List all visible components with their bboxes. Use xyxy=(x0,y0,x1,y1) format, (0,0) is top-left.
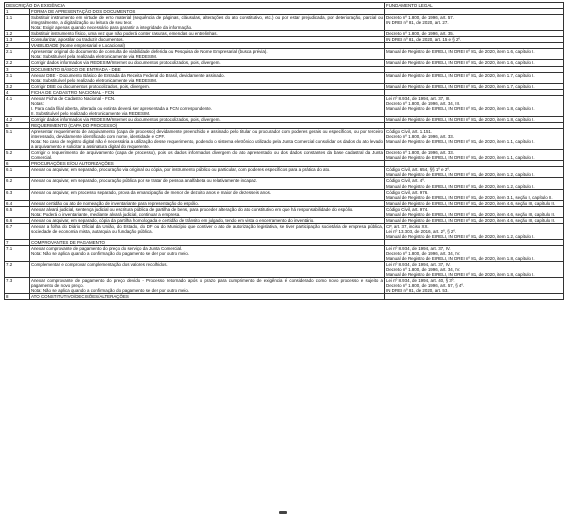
legal-basis-line: CF, art. 37, inciso XX. xyxy=(386,223,429,229)
legal-basis-line: IN DREI nº 81, de 2020, art. 15 e § 2º. xyxy=(386,37,462,43)
legal-basis-line: Manual de Registro de EIRELI, IN DREI nº 81, de 2020, item 1.6, capítulo I. xyxy=(386,60,535,66)
description-line: Corrigir o requerimento de arquivamento (capa de processo), pois os dados informados divergem do ato apresentado ou dos dados constantes da base cadastral da Junta Comercial. xyxy=(31,150,383,161)
table-row xyxy=(5,178,564,189)
section-title: FICHA DE CADASTRO NACIONAL - FCN xyxy=(31,89,115,95)
description-line: Substituir instrumento físico, uma vez que não poderá conter rasuras, emendas ou entrelinhas. xyxy=(31,31,218,37)
legal-basis-cell xyxy=(385,223,564,239)
row-number-cell: 4.2 xyxy=(5,116,30,122)
row-number-cell: 5 xyxy=(5,122,30,128)
legal-basis-line: Decreto nº 1.800, de 1996, art. 33. xyxy=(386,150,454,156)
legal-basis-line: Manual de Registro de EIRELI, IN DREI nº 81, de 2020, item 1.1, capítulo I. xyxy=(386,155,535,161)
description-line: Notas: xyxy=(31,100,44,106)
legal-basis-line: Código Civil, art. 974. xyxy=(386,206,429,212)
row-number-cell: 1.3 xyxy=(5,37,30,43)
row-number-cell: 2.1 xyxy=(5,49,30,60)
table-row xyxy=(5,217,564,223)
description-line: Nota: Não se aplica quando a confirmação do pagamento se der por outro meio. xyxy=(31,251,190,257)
description-line: Corrigir DBE ou documentos protocolizados, pois, divergem. xyxy=(31,83,150,89)
description-line: II. Substituível pelo realizado eletronicamente via REDESIM. xyxy=(31,110,151,116)
row-number-cell: 7.3 xyxy=(5,278,30,294)
legal-basis-cell xyxy=(385,49,564,60)
row-number-cell: 7.2 xyxy=(5,262,30,278)
table-row xyxy=(5,95,564,116)
description-line: Anexar ou arquivar, em separado, procuração pública por se tratar de pessoa analfabeta ou relativamente incapaz. xyxy=(31,178,258,184)
legal-basis-line: Código Civil, art. 976. xyxy=(386,189,429,195)
legal-basis-line: Decreto nº 1.800, de 1996, art. 57, § 4º. xyxy=(386,283,465,289)
requirement-description-cell xyxy=(30,178,385,189)
requirement-description-cell xyxy=(30,150,385,161)
requirement-description-cell xyxy=(30,206,385,217)
section-title: REQUERIMENTO (CAPA DO PROCESSO) xyxy=(31,122,118,128)
row-number-cell: 6.4 xyxy=(5,200,30,206)
legal-basis-line: Lei nº 8.934, de 1994, art. 40, § 3º. xyxy=(386,278,455,284)
description-line: Anexar Ficha de Cadastro Nacional - FCN. xyxy=(31,95,116,101)
legal-basis-line: Manual de Registro de EIRELI, IN DREI nº 81, de 2020, item 1.2, capítulo I. xyxy=(386,233,535,239)
row-number-cell: 6.6 xyxy=(5,217,30,223)
legal-basis-line: Decreto nº 1.800, de 1996, art. 34, IV. xyxy=(386,251,461,257)
row-number-cell: 6.7 xyxy=(5,223,30,239)
row-number-cell: 8 xyxy=(5,294,30,300)
header-desc-cell: DESCRIÇÃO DA EXIGÊNCIA xyxy=(5,3,385,9)
legal-basis-line: IN DREI nº 81, de 2020, art. 53. xyxy=(386,288,449,294)
description-line: Anexar ou arquivar, em separado, procuração via original ou cópia, por instrumento público ou particular, com poderes específicos para a prática do ato. xyxy=(31,167,331,173)
legal-basis-line: Decreto nº 1.800, de 1996, art. 33. xyxy=(386,134,454,140)
description-line: Nota: No caso de registro digital não é necessária a utilização desse requerimento, podendo o sistema eletrônico utilizado pela Junta Comercial consolidar os dados do ato levado a arquivamento e solicitar a assinatura digital do requerente. xyxy=(31,139,383,150)
requirement-description-cell xyxy=(30,262,385,278)
legal-basis-line: Decreto nº 1.800, de 1996, art. 34, III. xyxy=(386,100,461,106)
legal-basis-line: Manual de Registro de EIRELI, IN DREI nº 81, de 2020, item 3.1, seção I, capítulo II. xyxy=(386,194,553,200)
row-number-cell: 4 xyxy=(5,89,30,95)
legal-basis-line: Decreto nº 1.800, de 1996, art. 34, IV. xyxy=(386,267,461,273)
description-line: Substituir instrumento em virtude de erro material (sequência de páginas, cláusulas, alterações do ato constitutivo, etc.) ou por estar prejudicada, por deterioração, parcial ou integralmente, a digitalização ou leitura de seu teor. xyxy=(31,15,383,26)
section-title: VIABILIDADE (Nome empresarial e Locacional) xyxy=(31,43,125,49)
description-line: Anexar comprovante de pagamento do preço devido - Processo retornado após o prazo para cumprimento de exigência é considerado como novo processo e sujeito a pagamento de novo preço. xyxy=(31,278,383,289)
description-line: Apresentar requerimento de arquivamento (capa de processo) devidamente preenchido e assinado pelo titular ou procurador com poderes gerais ou específicos, ou por terceiro interessado, devidamente identificado com nome, identidade e CPF. xyxy=(31,129,383,140)
requirement-description-cell xyxy=(30,15,385,31)
legal-basis-line: IN DREI nº 81, de 2020, art. 27. xyxy=(386,20,449,26)
legal-basis-line: Manual de Registro de EIRELI, IN DREI nº 81, de 2020, item 1.7, capítulo I. xyxy=(386,72,535,78)
requirement-description-cell xyxy=(30,189,385,200)
section-title: FORMA DE APRESENTAÇÃO DOS DOCUMENTOS xyxy=(31,9,136,15)
section-title-cell xyxy=(30,294,385,300)
legal-basis-line: Decreto nº 1.800, de 1996, art. 35. xyxy=(386,31,454,37)
legal-basis-cell xyxy=(385,246,564,262)
table-row xyxy=(5,278,564,294)
requirement-description-cell xyxy=(30,167,385,178)
section-title: PROCURAÇÕES E/OU AUTORIZAÇÕES xyxy=(31,161,114,167)
section-row xyxy=(5,294,564,300)
legal-basis-line: Decreto nº 1.800, de 1996, art. 57. xyxy=(386,15,454,21)
table-row xyxy=(5,189,564,200)
row-number-cell: 6.3 xyxy=(5,189,30,200)
description-line: Corrigir dados informados via REDESIM/Internet ou documentos protocolizados, pois, divergem. xyxy=(31,116,221,122)
description-line: Apresentar original do documento de consulta de viabilidade deferida ou Pesquisa de Nome Empresarial (busca prévia). xyxy=(31,49,268,55)
row-number-cell: 1 xyxy=(5,9,30,15)
legal-basis-cell xyxy=(385,72,564,83)
table-row xyxy=(5,150,564,161)
description-line: Anexar ou arquivar, em processo separado, prova da emancipação de menor de dezoito anos e maior de dezesseis anos. xyxy=(31,189,272,195)
section-title: ATO CONSTITUTIVO/DECISÕES/ALTERAÇÕES xyxy=(31,294,129,300)
legal-basis-line: Manual de Registro de EIRELI, IN DREI nº 81, de 2020, item 1.2, capítulo I. xyxy=(386,183,535,189)
requirement-description-cell xyxy=(30,49,385,60)
requirements-table xyxy=(4,2,564,300)
row-number-cell: 1.1 xyxy=(5,15,30,31)
description-line: Corrigir dados informados via REDESIM/Internet ou documentos protocolizados, pois, divergem. xyxy=(31,60,221,66)
legal-basis-line: Lei nº 13.303, de 2016, art. 2º, § 2º. xyxy=(386,228,457,234)
page-footer-mark xyxy=(279,511,287,514)
legal-basis-cell xyxy=(385,15,564,31)
row-number-cell: 4.1 xyxy=(5,95,30,116)
legal-basis-line: Código Civil, art. 654, §§ 1º e 2º. xyxy=(386,167,451,173)
row-number-cell: 5.1 xyxy=(5,129,30,150)
legal-basis-cell xyxy=(385,206,564,217)
row-number-cell: 5.2 xyxy=(5,150,30,161)
requirement-description-cell xyxy=(30,72,385,83)
legal-basis-line: Manual de Registro de EIRELI, IN DREI nº 81, de 2020, item 1.8, capítulo I. xyxy=(386,272,535,278)
table-row xyxy=(5,129,564,150)
row-number-cell: 6.1 xyxy=(5,167,30,178)
description-line: Anexar DBE - Documento Básico de Entrada da Receita Federal do Brasil, devidamente assinado. xyxy=(31,72,225,78)
requirement-description-cell xyxy=(30,129,385,150)
document-page xyxy=(4,2,563,300)
legal-basis-cell xyxy=(385,294,564,300)
section-title: DOCUMENTO BÁSICO DE ENTRADA - DBE xyxy=(31,66,121,72)
legal-basis-line: Manual de Registro de EIRELI, IN DREI nº 81, de 2020, item 4.6, seção III, capítulo II. xyxy=(386,217,556,223)
legal-basis-cell xyxy=(385,262,564,278)
description-line: Nota: Exigir apenas quando necessário para garantir a integridade da informação. xyxy=(31,25,193,31)
legal-basis-line: Manual de Registro de EIRELI, IN DREI nº 81, de 2020, item 4.6, seção III, capítulo II. xyxy=(386,211,556,217)
requirement-description-cell xyxy=(30,278,385,294)
legal-basis-cell xyxy=(385,150,564,161)
legal-basis-line: Código Civil, art. 1.151. xyxy=(386,129,433,135)
row-number-cell: 7.1 xyxy=(5,246,30,262)
description-line: Anexar a folha do Diário Oficial da União, do Estado, do DF ou do Município que contiver o ato de autorização legislativa, se tiver participação societária de empresa pública, sociedade de economia mista, autarquia ou fundação pública. xyxy=(31,223,383,234)
description-line: Anexar certidão ou ato de nomeação de inventariante para representação do espólio. xyxy=(31,200,199,206)
legal-basis-cell xyxy=(385,167,564,178)
legal-basis-line: Código Civil, art. 4º. xyxy=(386,178,426,184)
legal-basis-cell xyxy=(385,217,564,223)
description-line: Anexar comprovante de pagamento do preço do serviço da Junta Comercial. xyxy=(31,246,183,252)
requirements-table-body xyxy=(5,3,564,300)
requirement-description-cell xyxy=(30,246,385,262)
table-row xyxy=(5,49,564,60)
legal-basis-line: Manual de Registro de EIRELI, IN DREI nº 81, de 2020, item 1.8, capítulo I. xyxy=(386,256,535,262)
row-number-cell: 2 xyxy=(5,43,30,49)
legal-basis-cell xyxy=(385,95,564,116)
header-fund-cell: FUNDAMENTO LEGAL xyxy=(385,3,564,9)
row-number-cell: 7 xyxy=(5,239,30,245)
legal-basis-line: Manual de Registro de EIRELI, IN DREI nº 81, de 2020, item 1.1, capítulo I. xyxy=(386,139,535,145)
description-line: Nota: Substituível pelo realizado eletronicamente via REDESIM. xyxy=(31,77,158,83)
row-number-cell: 3 xyxy=(5,66,30,72)
table-row xyxy=(5,15,564,31)
description-line: Complementar e comprovar complementação dos valores recolhidos. xyxy=(31,262,168,268)
legal-basis-cell xyxy=(385,129,564,150)
legal-basis-line: Manual de Registro de EIRELI, IN DREI nº 81, de 2020, item 1.8, capítulo I. xyxy=(386,116,535,122)
table-row xyxy=(5,262,564,278)
legal-basis-line: Manual de Registro de EIRELI, IN DREI nº 81, de 2020, item 1.2, capítulo I. xyxy=(386,172,535,178)
legal-basis-line: Lei nº 8.934, de 1994, art. 37, III. xyxy=(386,95,451,101)
legal-basis-cell xyxy=(385,278,564,294)
legal-basis-line: Lei nº 8.934, de 1994, art. 37, IV. xyxy=(386,262,451,268)
legal-basis-line: Lei nº 8.934, de 1994, art. 37, IV. xyxy=(386,246,451,252)
row-number-cell: 3.1 xyxy=(5,72,30,83)
row-number-cell: 6.5 xyxy=(5,206,30,217)
description-line: Nota: Substituível pela realizada eletronicamente via REDESIM. xyxy=(31,54,158,60)
legal-basis-line: Manual de Registro de EIRELI, IN DREI nº 81, de 2020, item 4.6, seção III, capítulo II. xyxy=(386,200,556,206)
section-title: COMPROVANTES DE PAGAMENTO xyxy=(31,239,105,245)
description-line: I. Para cada filial aberta, alterada ou extinta deverá ser apresentada a FCN correspondente. xyxy=(31,105,213,111)
legal-basis-cell xyxy=(385,178,564,189)
table-row xyxy=(5,246,564,262)
table-row xyxy=(5,206,564,217)
description-line: Anexar ou arquivar, em separado, cópia da partilha homologada e certidão de trânsito em julgado, tendo em vista o encerramento do inventário. xyxy=(31,217,315,223)
description-line: Consularizar, apostilar ou traduzir documentos. xyxy=(31,37,124,43)
requirement-description-cell xyxy=(30,223,385,239)
legal-basis-line: Manual de Registro de EIRELI, IN DREI nº 81, de 2020, item 1.8, capítulo I. xyxy=(386,105,535,111)
description-line: Nota: Poderá o inventariante, mediante alvará judicial, continuar a empresa. xyxy=(31,211,181,217)
row-number-cell: 2.2 xyxy=(5,60,30,66)
legal-basis-cell xyxy=(385,189,564,200)
legal-basis-line: Manual de Registro de EIRELI, IN DREI nº 81, de 2020, item 1.7, capítulo I. xyxy=(386,83,535,89)
table-row xyxy=(5,223,564,239)
description-line: Nota: Não se aplica quando a confirmação do pagamento se der por outro meio. xyxy=(31,288,190,294)
table-row xyxy=(5,167,564,178)
legal-basis-cell xyxy=(385,200,564,206)
legal-basis-line: Manual de Registro de EIRELI, IN DREI nº 81, de 2020, item 1.6, capítulo I. xyxy=(386,49,535,55)
requirement-description-cell xyxy=(30,95,385,116)
row-number-cell: 6.2 xyxy=(5,178,30,189)
description-line: Anexar alvará judicial, sentença judicial ou escritura pública de partilha de bens, para proceder alteração do ato constitutivo em que há responsabilidade do espólio. xyxy=(31,206,354,212)
row-number-cell: 1.2 xyxy=(5,31,30,37)
row-number-cell: 6 xyxy=(5,161,30,167)
row-number-cell: 3.2 xyxy=(5,83,30,89)
table-row xyxy=(5,72,564,83)
